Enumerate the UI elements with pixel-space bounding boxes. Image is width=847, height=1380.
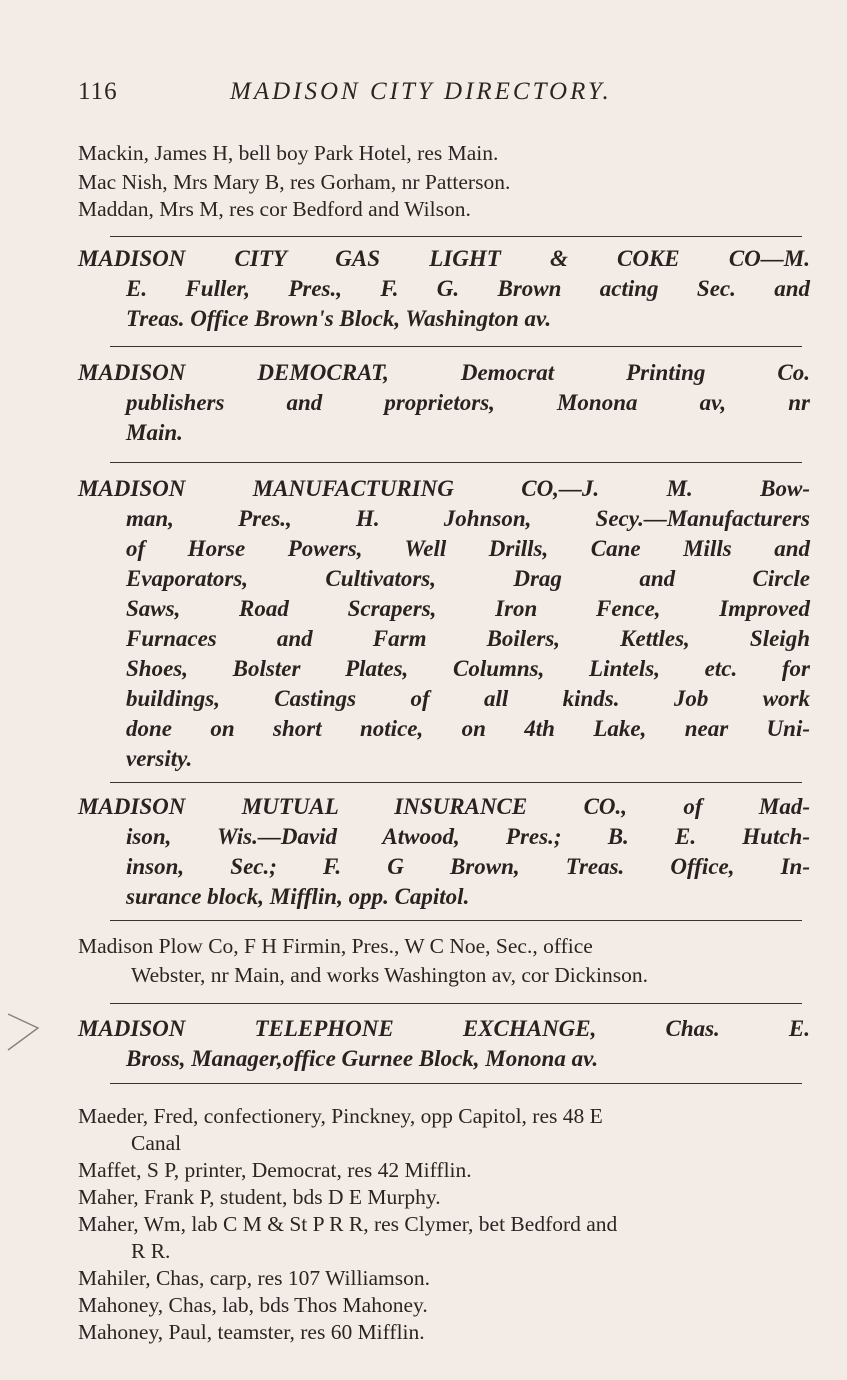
entry-maeder: Maeder, Fred, confectionery, Pinckney, opp Capitol, res 48 E <box>78 1104 603 1128</box>
ad-line: publishers and proprietors, Monona av, nr <box>126 390 810 415</box>
entry-maddan: Maddan, Mrs M, res cor Bedford and Wilson. <box>78 197 471 221</box>
ad-madison-telephone-exchange <box>78 1014 810 1074</box>
running-title: MADISON CITY DIRECTORY. <box>230 78 612 105</box>
entry-mackin: Mackin, James H, bell boy Park Hotel, res Main. <box>78 141 499 165</box>
ad-line: MADISON TELEPHONE EXCHANGE, Chas. E. <box>78 1016 810 1041</box>
entry-maeder-cont: Canal <box>131 1131 182 1155</box>
page-header <box>78 78 778 108</box>
entry-maffet: Maffet, S P, printer, Democrat, res 42 Mifflin. <box>78 1158 472 1182</box>
entry-madison-plow-cont: Webster, nr Main, and works Washington av, cor Dickinson. <box>131 963 648 987</box>
ad-line: Saws, Road Scrapers, Iron Fence, Improved <box>126 596 810 621</box>
entry-mahoney-paul: Mahoney, Paul, teamster, res 60 Mifflin. <box>78 1320 425 1344</box>
ad-line: MADISON CITY GAS LIGHT & COKE CO—M. <box>78 246 810 271</box>
divider-rule <box>110 1003 802 1004</box>
ad-line: man, Pres., H. Johnson, Secy.—Manufacturers <box>126 506 810 531</box>
ad-gas-light-company <box>78 244 810 334</box>
ad-madison-mutual-insurance <box>78 792 810 912</box>
entry-mahoney-chas: Mahoney, Chas, lab, bds Thos Mahoney. <box>78 1293 428 1317</box>
ad-line: ison, Wis.—David Atwood, Pres.; B. E. Hutch- <box>126 824 810 849</box>
ad-line: MADISON DEMOCRAT, Democrat Printing Co. <box>78 360 810 385</box>
entry-maher-frank: Maher, Frank P, student, bds D E Murphy. <box>78 1185 441 1209</box>
entry-maher-wm: Maher, Wm, lab C M & St P R R, res Clymer, bet Bedford and <box>78 1212 618 1236</box>
divider-rule <box>110 1083 802 1084</box>
ad-line: Main. <box>126 420 183 445</box>
ad-line: Bross, Manager,office Gurnee Block, Monona av. <box>126 1046 599 1071</box>
ad-line: buildings, Castings of all kinds. Job work <box>126 686 810 711</box>
ad-line: inson, Sec.; F. G Brown, Treas. Office, In- <box>126 854 810 879</box>
ad-line: MADISON MANUFACTURING CO,—J. M. Bow- <box>78 476 810 501</box>
ad-line: versity. <box>126 746 193 771</box>
margin-pencil-mark <box>4 1010 44 1054</box>
divider-rule <box>110 236 802 237</box>
page-number: 116 <box>78 78 118 105</box>
entry-madison-plow: Madison Plow Co, F H Firmin, Pres., W C Noe, Sec., office <box>78 934 593 958</box>
entry-maher-wm-cont: R R. <box>131 1239 171 1263</box>
ad-madison-democrat <box>78 358 810 448</box>
divider-rule <box>110 462 802 463</box>
ad-line: Shoes, Bolster Plates, Columns, Lintels, etc. for <box>126 656 810 681</box>
ad-line: Furnaces and Farm Boilers, Kettles, Sleigh <box>126 626 810 651</box>
ad-line: Evaporators, Cultivators, Drag and Circle <box>126 566 810 591</box>
entry-mac-nish: Mac Nish, Mrs Mary B, res Gorham, nr Patterson. <box>78 170 511 194</box>
ad-line: done on short notice, on 4th Lake, near Uni- <box>126 716 810 741</box>
divider-rule <box>110 920 802 921</box>
ad-line: of Horse Powers, Well Drills, Cane Mills and <box>126 536 810 561</box>
ad-madison-manufacturing <box>78 474 810 774</box>
divider-rule <box>110 346 802 347</box>
ad-line: surance block, Mifflin, opp. Capitol. <box>126 884 470 909</box>
ad-line: E. Fuller, Pres., F. G. Brown acting Sec. and <box>126 276 810 301</box>
ad-line: Treas. Office Brown's Block, Washington av. <box>126 306 552 331</box>
entry-mahiler: Mahiler, Chas, carp, res 107 Williamson. <box>78 1266 430 1290</box>
divider-rule <box>110 782 802 783</box>
ad-line: MADISON MUTUAL INSURANCE CO., of Mad- <box>78 794 810 819</box>
